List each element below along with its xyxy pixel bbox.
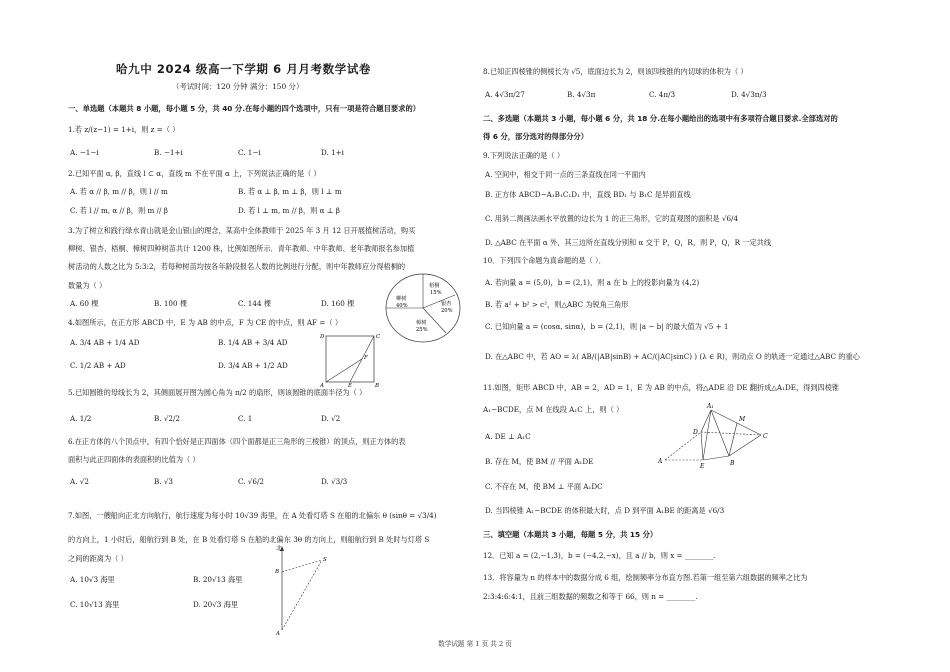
q8-option-d: D. 4√3π/3	[731, 90, 767, 99]
q6-line-1: 6.在正方体的八个顶点中，有四个恰好是正四面体（四个面都是正三角形的三棱锥）的顶点，则正方体的表	[68, 437, 406, 446]
label-m: M	[739, 416, 746, 423]
q6-line-2: 面积与此正四面体的表面积的比值为（ ）	[68, 455, 200, 464]
q9-stem: 9.下列说法正确的是（ ）	[483, 151, 565, 160]
edge-de	[701, 432, 703, 460]
q3-option-c: C. 144 棵	[238, 299, 272, 308]
q10-stem: 10．下列四个命题为真命题的是（ ）．	[483, 256, 606, 265]
q11-option-d: D. 当四棱锥 A₁−BCDE 的体积最大时，点 D 到平面 A₁BE 的距离是 √6/3	[485, 506, 725, 515]
pie-label-wutong: 梧桐	[429, 283, 440, 289]
q1-option-d: D. 1+i	[321, 148, 344, 157]
q2-option-b: B. 若 α ⊥ β, m ⊥ β，则 l ⊥ m	[238, 187, 342, 196]
q4-option-b: B. 1/4 AB + 3/4 AD	[218, 338, 288, 347]
section-2-heading-line-1: 二、多选题（本题共 3 小题，每小题 6 分，共 18 分.在每小题给出的选项中有多项符合题目要求.全部选对的	[483, 114, 838, 123]
page-title: 哈九中 2024 级高一下学期 6 月月考数学试卷	[116, 62, 372, 76]
section-1-heading: 一、单选题（本题共 8 小题，每小题 5 分，共 40 分.在每小题的四个选项中，只有一项是符合题目要求的）	[68, 104, 421, 113]
label-a: A	[658, 458, 663, 465]
edge-a1c	[711, 410, 761, 435]
q13-line-1: 13．将容量为 n 的样本中的数据分成 6 组，绘制频率分布直方图.若第一组至第六组数据的频率之比为	[483, 573, 808, 582]
edge-cb	[729, 435, 761, 456]
edge-ad	[665, 432, 701, 460]
q11-option-a: A. DE ⊥ A₁C	[485, 432, 531, 441]
q3-line-3: 树活动的人数之比为 5:3:2，若每种树苗均按各年龄段报名人数的比例进行分配，则中年教师应分得梧桐的	[68, 262, 406, 271]
q11-option-b: B. 存在 M，使 BM // 平面 A₁DE	[485, 457, 594, 466]
q3-line-2: 柳树、银杏、梧桐、樟树四种树苗共计 1200 株，比例如图所示．青年教师、中年教师、老年教师报名参加植	[68, 244, 415, 253]
label-f: F	[364, 355, 368, 361]
q9-option-d: D. △ABC 在平面 α 外，其三边所在直线分别和 α 交于 P，Q，R，则 P，Q，R 一定共线	[485, 238, 772, 247]
q4-stem: 4.如图所示，在正方形 ABCD 中，E 为 AB 的中点，F 为 CE 的中点，则 AF =（ ）	[68, 318, 343, 327]
q7-line-2: 的方向上，1 小时后，船航行到 B 处，在 B 处看灯塔 S 在船的北偏东 3θ 的方向上，则船航行到 B 处时与灯塔 S	[68, 535, 430, 544]
north-label: 北	[276, 546, 282, 552]
edge-bm	[729, 423, 737, 456]
q3-option-b: B. 100 棵	[154, 299, 188, 308]
q7-option-a: A. 10√3 海里	[70, 575, 115, 584]
label-c: C	[763, 433, 768, 440]
q11-line-1: 11.如图，矩形 ABCD 中，AB = 2，AD = 1，E 为 AB 的中点，将△ADE 沿 DE 翻折成△A₁DE，得到四棱锥	[483, 383, 840, 392]
q5-option-b: B. √2/2	[154, 414, 180, 423]
q3-line-4: 数量为（ ）	[68, 281, 107, 290]
q4-option-d: D. 3/4 AB + 1/2 AD	[218, 361, 288, 370]
q5-option-c: C. 1	[238, 414, 253, 423]
q1-option-a: A. −1−i	[70, 148, 99, 157]
label-d: D	[693, 429, 698, 436]
q7-option-b: B. 20√13 海里	[193, 575, 243, 584]
pie-value-wutong: 15%	[430, 290, 442, 296]
pie-label-liushu: 柳树	[396, 296, 407, 302]
q4-option-c: C. 1/2 AB + AD	[70, 361, 126, 370]
label-b: B	[375, 383, 380, 388]
square-abcd-figure	[318, 330, 382, 388]
page-footer: 数学试题 第 1 页 共 2 页	[438, 640, 512, 648]
label-a: A	[320, 383, 324, 388]
label-b: B	[275, 569, 280, 575]
pie-value-liushu: 40%	[396, 303, 408, 309]
edge-dc	[701, 432, 761, 435]
q1-stem: 1.若 z/(z−1) = 1+i，则 z =（ ）	[68, 125, 180, 134]
q7-line-3: 之间的距离为（ ）	[68, 554, 128, 563]
section-2-heading-line-2: 得 6 分，部分选对的得部分分）	[483, 132, 589, 141]
q6-option-b: B. √3	[154, 477, 174, 486]
q7-option-d: D. 20√3 海里	[193, 600, 239, 609]
q1-option-c: C. 1−i	[238, 148, 261, 157]
label-s: S	[323, 557, 327, 563]
q2-option-d: D. 若 l ⊥ m, m // β，则 α ⊥ β	[238, 206, 340, 215]
label-b: B	[730, 460, 735, 467]
label-e: E	[348, 383, 353, 388]
q11-line-2: A₁−BCDE，点 M 在线段 A₁C 上，则（ ）	[483, 405, 624, 414]
q6-option-c: C. √6/2	[238, 477, 264, 486]
q1-option-b: B. −1+i	[154, 148, 183, 157]
folded-pyramid-figure	[655, 400, 777, 472]
q8-stem: 8.已知正四棱锥的侧棱长为 √5，底面边长为 2，则该四棱锥的内切球的体积为（ ）	[483, 67, 748, 76]
q9-option-a: A. 空间中，相交于同一点的三条直线在同一平面内	[485, 170, 646, 179]
q7-line-1: 7.如图，一艘船向正北方向航行，航行速度为每小时 10√39 海里，在 A 处看灯塔 S 在船的北偏东 θ (sinθ = √3/4)	[68, 511, 437, 520]
q3-line-1: 3.为了树立和践行绿水青山就是金山银山的理念，某高中全体教师于 2025 年 3 月 12 日开展植树活动，购买	[68, 226, 416, 235]
edge-a1e	[703, 410, 711, 460]
q3-option-a: A. 60 棵	[70, 299, 99, 308]
q9-option-b: B. 正方体 ABCD−A₁B₁C₁D₁ 中，直线 BD₁ 与 B₁C 是异面直线	[485, 190, 691, 199]
line-bs	[282, 560, 322, 572]
q3-option-d: D. 160 棵	[321, 299, 355, 308]
ship-lighthouse-figure	[266, 542, 336, 636]
edge-be	[703, 456, 729, 460]
q2-stem: 2.已知平面 α, β，直线 l ⊂ α，直线 m 不在平面 α 上，下列说法正确的是（ ）	[68, 169, 321, 178]
q4-option-a: A. 3/4 AB + 1/4 AD	[70, 338, 140, 347]
label-e: E	[700, 463, 705, 470]
label-c: C	[376, 334, 381, 340]
pie-value-zhangshu: 25%	[416, 327, 428, 333]
pie-value-yinxing: 20%	[441, 308, 453, 314]
q10-option-d: D. 在△ABC 中，若 AO = λ( AB/(|AB|sinB) + AC/(|AC|sinC) ) (λ ∈ R)，则动点 O 的轨迹一定通过△ABC 的重心	[485, 352, 860, 361]
q8-option-c: C. 4π/3	[649, 90, 676, 99]
q5-option-a: A. 1/2	[70, 414, 92, 423]
section-3-heading: 三、填空题（本题共 3 小题，每题 5 分，共 15 分）	[483, 530, 658, 539]
pie-label-zhangshu: 樟树	[416, 320, 427, 326]
q10-option-b: B. 若 a² + b² > c²，则△ABC 为锐角三角形	[485, 300, 629, 309]
q6-option-a: A. √2	[70, 477, 89, 486]
q5-option-d: D. √2	[321, 414, 341, 423]
line-as	[282, 560, 322, 630]
q13-line-2: 2:3:4:6:4:1，且前三组数据的频数之和等于 66，则 n = ________.	[483, 592, 698, 601]
label-a: A	[276, 631, 280, 636]
q7-option-c: C. 10√13 海里	[70, 600, 120, 609]
q6-option-d: D. √3/3	[321, 477, 348, 486]
q10-option-c: C. 已知向量 a = (cosα, sinα)，b = (2,1)，则 |a − b| 的最大值为 √5 + 1	[485, 322, 729, 331]
q5-stem: 5.已知圆锥的母线长为 2，其侧面展开图为圆心角为 π/2 的扇形，则该圆锥的底面半径为（ ）	[68, 388, 367, 397]
q2-option-c: C. 若 l // m, α // β，则 m // β	[70, 206, 168, 215]
q10-option-a: A. 若向量 a = (5,0)，b = (2,1)，则 a 在 b 上的投影向量为 (4,2)	[485, 278, 700, 287]
q9-option-c: C. 用斜二测画法画水平放置的边长为 1 的正三角形，它的直观图的面积是 √6/4	[485, 214, 739, 223]
pie-label-yinxing: 银杏	[441, 301, 452, 307]
tree-pie-chart	[384, 272, 462, 344]
q2-option-a: A. 若 α // β, m // β，则 l // m	[70, 187, 168, 196]
q8-option-b: B. 4√3π	[567, 90, 596, 99]
q12-stem: 12．已知 a = (2,−1,3)，b = (−4,2,−x)，且 a // b，则 x = ________.	[483, 551, 716, 560]
label-d: D	[320, 334, 325, 340]
label-a1: A₁	[707, 403, 714, 410]
q8-option-a: A. 4√3π/27	[485, 90, 525, 99]
segment-af	[326, 359, 362, 382]
exam-info: （考试时间：120 分钟 满分：150 分）	[172, 82, 304, 91]
q11-option-c: C. 不存在 M，使 BM ⊥ 平面 A₁DC	[485, 482, 603, 491]
